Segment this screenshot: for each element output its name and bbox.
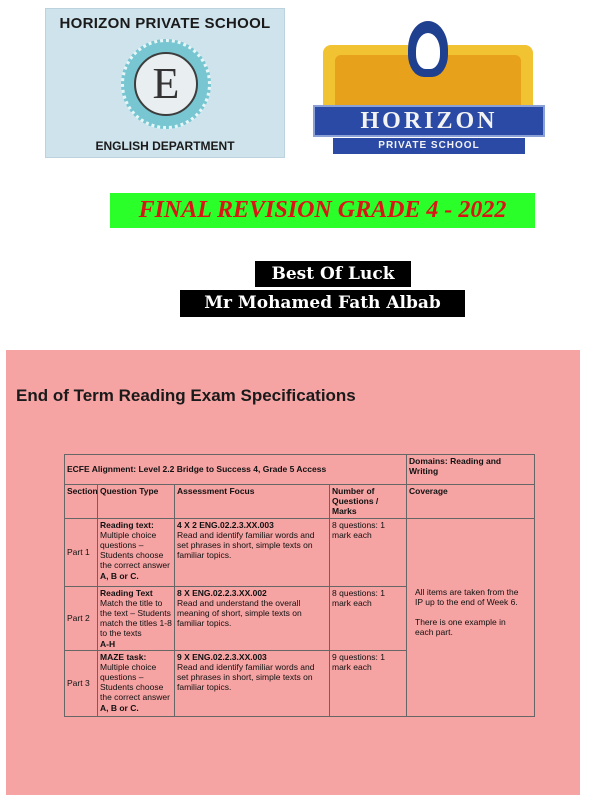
header-section: Section <box>65 485 98 519</box>
header-assessment-focus: Assessment Focus <box>175 485 330 519</box>
best-of-luck-text: Best Of Luck <box>255 261 411 287</box>
row-section: Part 2 <box>65 586 98 650</box>
domains-cell: Domains: Reading and Writing <box>407 455 535 485</box>
header-number-of-questions: Number of Questions / Marks <box>330 485 407 519</box>
row-section: Part 3 <box>65 650 98 716</box>
table-row <box>65 518 535 586</box>
logo-name-banner: HORIZON <box>313 105 545 137</box>
spec-title: End of Term Reading Exam Specifications <box>16 386 356 405</box>
row-question-type: Reading text: Multiple choice questions – Students choose the correct answer A, B or C. <box>98 518 175 586</box>
torch-flame-inner-icon <box>416 33 440 69</box>
logo-letter: E <box>134 52 198 116</box>
header-question-type: Question Type <box>98 485 175 519</box>
logo-emblem <box>121 39 211 129</box>
row-question-count: 9 questions: 1 mark each <box>330 650 407 716</box>
coverage-cell: All items are taken from the IP up to the end of Week 6. There is one example in each part. <box>407 518 535 716</box>
alignment-cell: ECFE Alignment: Level 2.2 Bridge to Success 4, Grade 5 Access <box>65 455 407 485</box>
row-question-type: MAZE task: Multiple choice questions – Students choose the correct answer A, B or C. <box>98 650 175 716</box>
logo-department: ENGLISH DEPARTMENT <box>95 139 235 153</box>
row-question-count: 8 questions: 1 mark each <box>330 518 407 586</box>
teacher-name: Mr Mohamed Fath Albab <box>180 290 465 317</box>
row-assessment-focus: 9 X ENG.02.2.3.XX.003 Read and identify familiar words and set phrases in short, simple texts on familiar topics. <box>175 650 330 716</box>
exam-spec-panel <box>6 350 580 795</box>
row-section: Part 1 <box>65 518 98 586</box>
row-assessment-focus: 4 X 2 ENG.02.2.3.XX.003 Read and identify familiar words and set phrases in short, simple texts on familiar topics. <box>175 518 330 586</box>
horizon-school-logo <box>305 15 555 155</box>
header-coverage: Coverage <box>407 485 535 519</box>
english-department-logo <box>45 8 285 158</box>
logo-school-name: HORIZON PRIVATE SCHOOL <box>59 15 271 32</box>
page-title: FINAL REVISION GRADE 4 - 2022 <box>110 193 535 228</box>
row-question-type: Reading Text Match the title to the text – Students match the titles 1-8 to the texts A-H <box>98 586 175 650</box>
row-assessment-focus: 8 X ENG.02.2.3.XX.002 Read and understand the overall meaning of short, simple texts on familiar topics. <box>175 586 330 650</box>
spec-table <box>64 454 535 717</box>
row-question-count: 8 questions: 1 mark each <box>330 586 407 650</box>
logo-subtitle: PRIVATE SCHOOL <box>333 138 525 154</box>
